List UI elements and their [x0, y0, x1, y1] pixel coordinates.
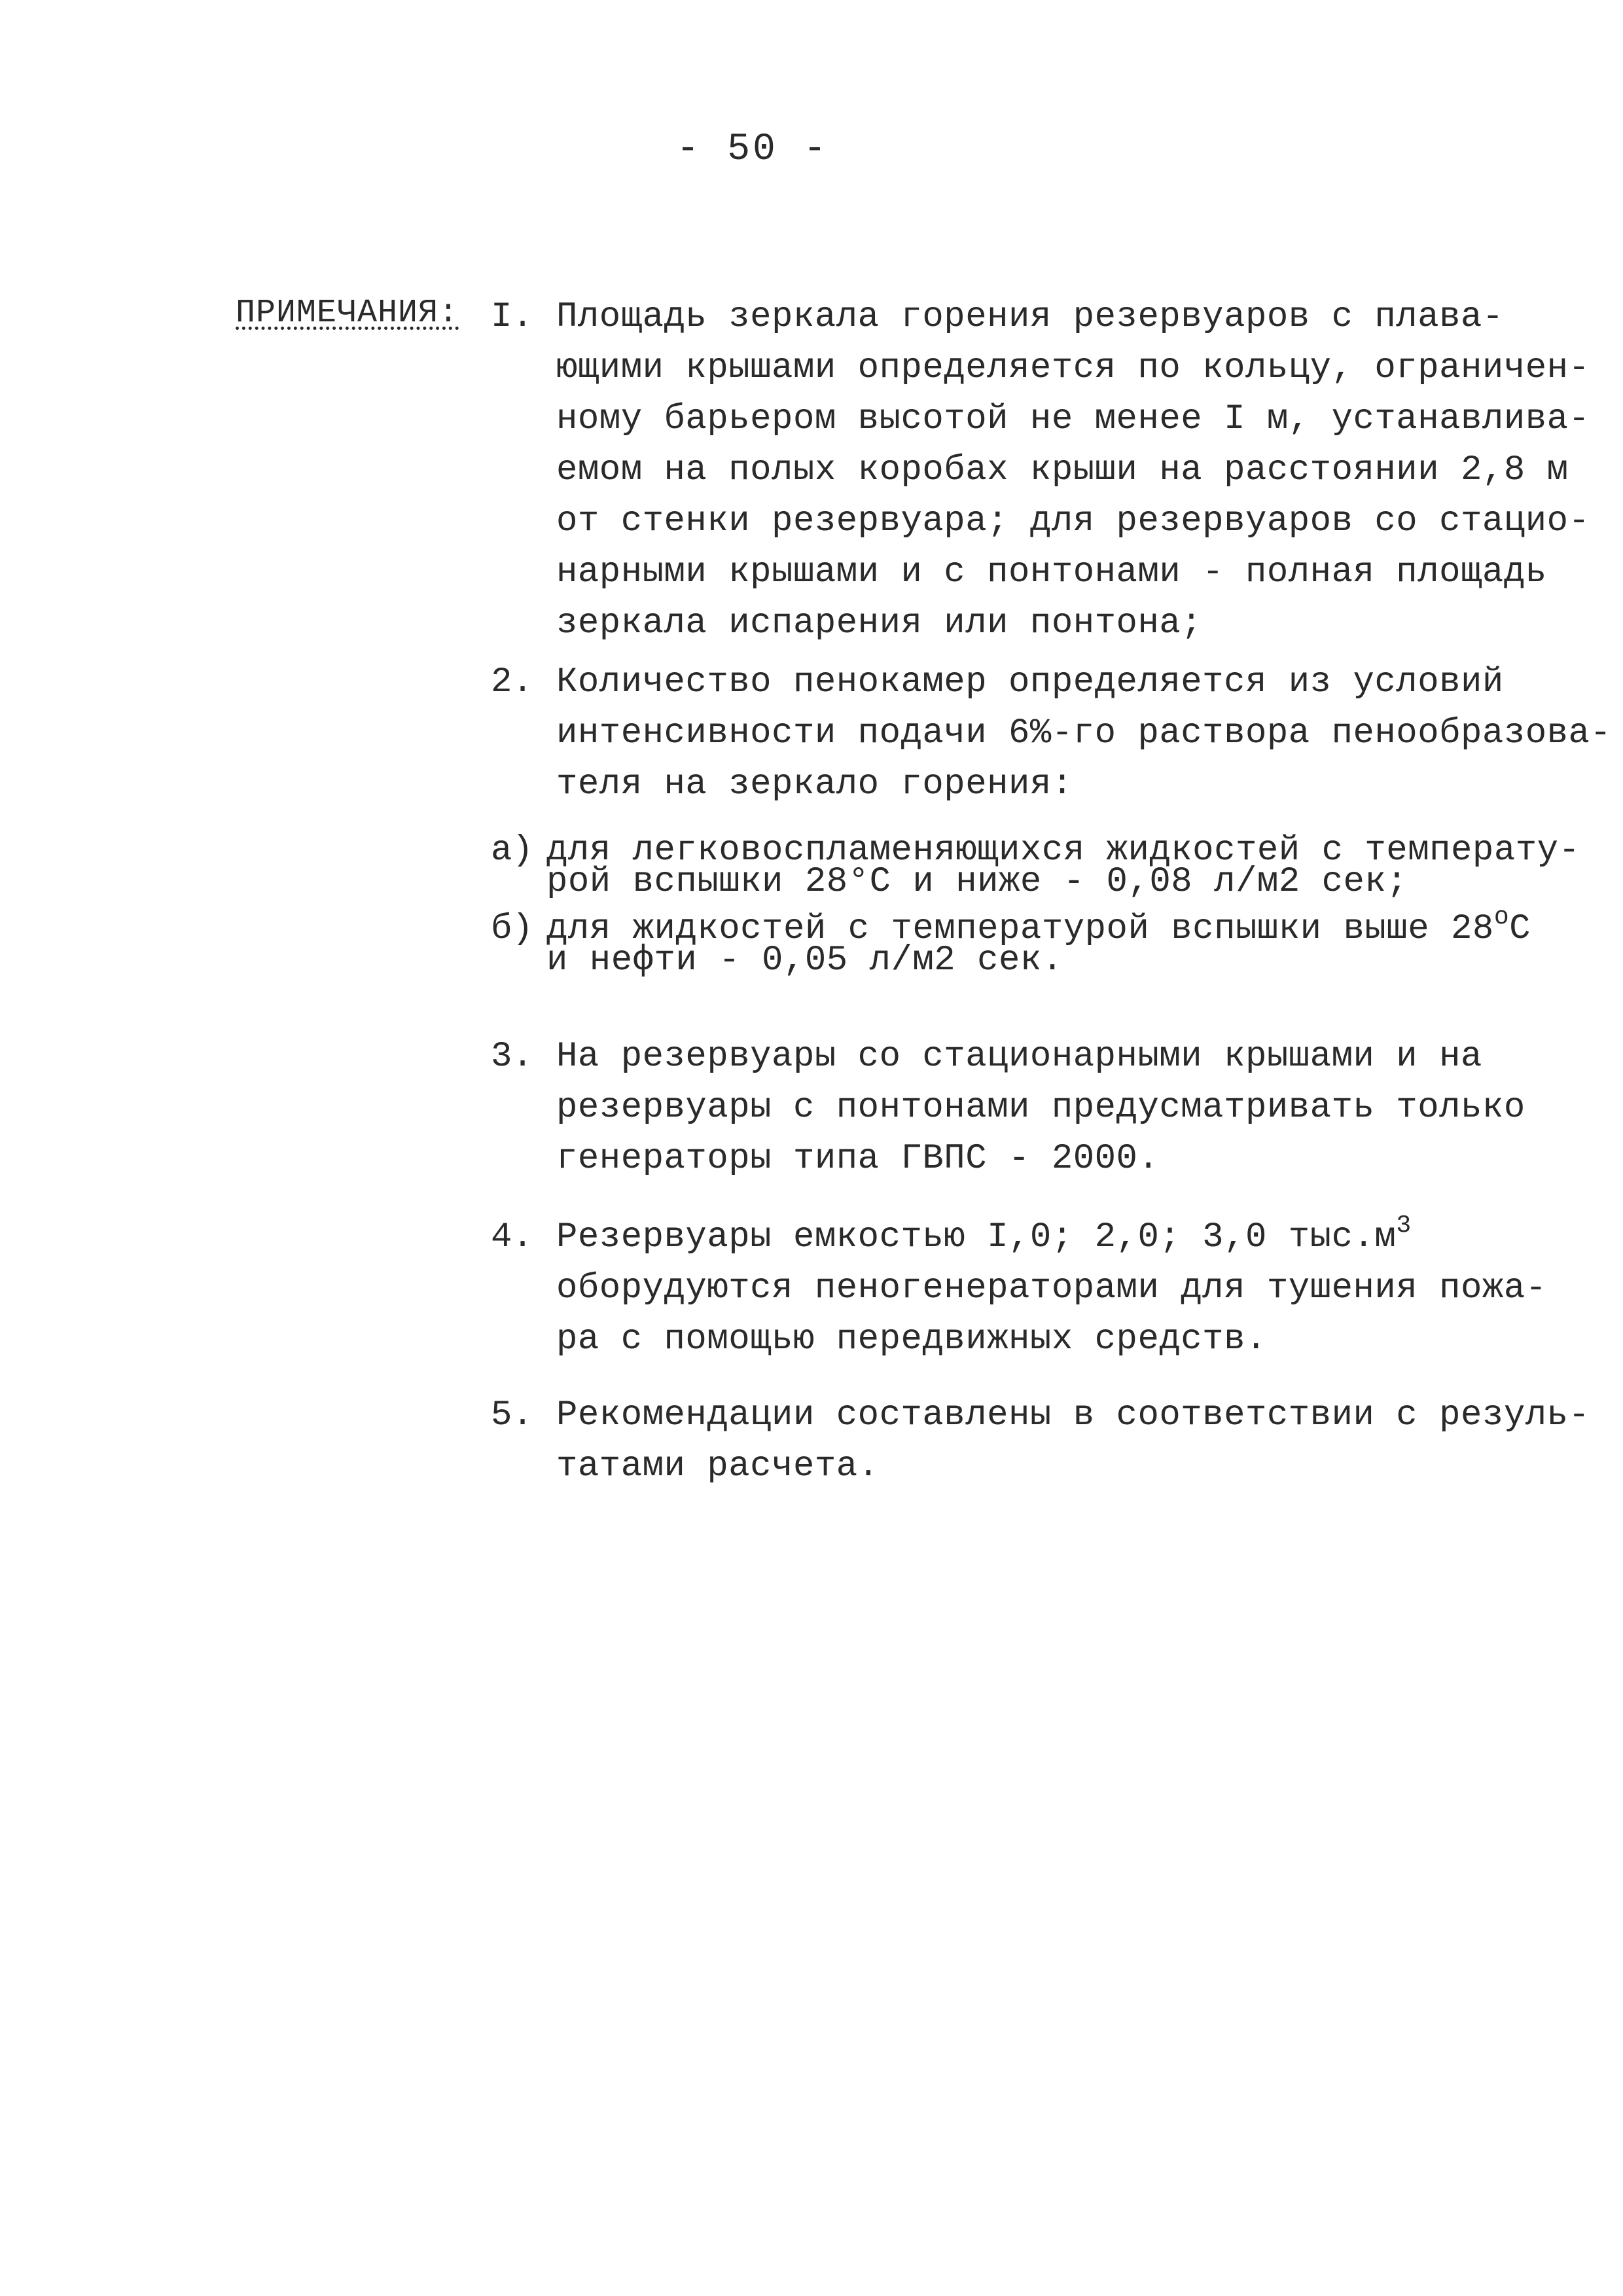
note-number: 5. [491, 1395, 533, 1435]
note-line: и нефти - 0,05 л/м2 сек. [546, 941, 1063, 980]
note-line-main: для жидкостей с температурой вспышки выше 28 [546, 909, 1494, 949]
note-text [556, 1031, 1558, 1185]
note-line: зеркала испарения или понтона; [556, 603, 1203, 643]
note-line: теля на зеркало горения: [556, 764, 1073, 804]
note-line: резервуары с понтонами предусматривать только [556, 1088, 1525, 1128]
page-number: - 50 - [676, 128, 829, 171]
note-line: ра с помощью передвижных средств. [556, 1319, 1267, 1359]
note-text [556, 657, 1612, 810]
note-number: а) [491, 831, 533, 870]
note-text [556, 1212, 1558, 1365]
note-text [556, 1390, 1590, 1492]
notes-label [236, 295, 459, 332]
note-line: Количество пенокамер определяется из условий [556, 662, 1504, 702]
note-text [546, 831, 1580, 902]
note-number: 2. [491, 662, 533, 702]
note-text [546, 903, 1548, 980]
note-line: Рекомендации составлены в соответствии с резуль- [556, 1395, 1590, 1435]
note-line: генераторы типа ГВПС - 2000. [556, 1139, 1160, 1179]
degree-superscript: o [1493, 903, 1510, 931]
note-number: 3. [491, 1037, 533, 1077]
note-text [556, 292, 1590, 649]
note-line-tail: C [1509, 909, 1531, 949]
note-line [556, 1212, 1558, 1263]
note-number: б) [491, 909, 533, 949]
note-line: рой вспышки 28°С и ниже - 0,08 л/м2 сек; [546, 862, 1408, 902]
note-line: На резервуары со стационарными крышами и на [556, 1037, 1482, 1077]
note-line: нарными крышами и с понтонами - полная площадь [556, 552, 1547, 592]
note-number: I. [491, 297, 533, 337]
note-line: оборудуются пеногенераторами для тушения пожа- [556, 1268, 1547, 1308]
note-line: Площадь зеркала горения резервуаров с плава- [556, 297, 1504, 337]
note-line: от стенки резервуара; для резервуаров со стацио- [556, 501, 1590, 541]
note-line: татами расчета. [556, 1446, 880, 1486]
cube-superscript: 3 [1396, 1211, 1412, 1240]
note-line: ющими крышами определяется по кольцу, ограничен- [556, 348, 1590, 388]
note-line: интенсивности подачи 6%-го раствора пенообразова- [556, 713, 1612, 753]
notes-label-text: ПРИМЕЧАНИЯ: [236, 295, 459, 332]
note-line: для легковоспламеняющихся жидкостей с температу- [546, 831, 1580, 870]
note-line: ному барьером высотой не менее I м, устанавлива- [556, 399, 1590, 439]
note-line: емом на полых коробах крыши на расстоянии 2,8 м [556, 450, 1569, 490]
note-number: 4. [491, 1217, 533, 1257]
note-line-main: Резервуары емкостью I,0; 2,0; 3,0 тыс.м [556, 1217, 1397, 1257]
